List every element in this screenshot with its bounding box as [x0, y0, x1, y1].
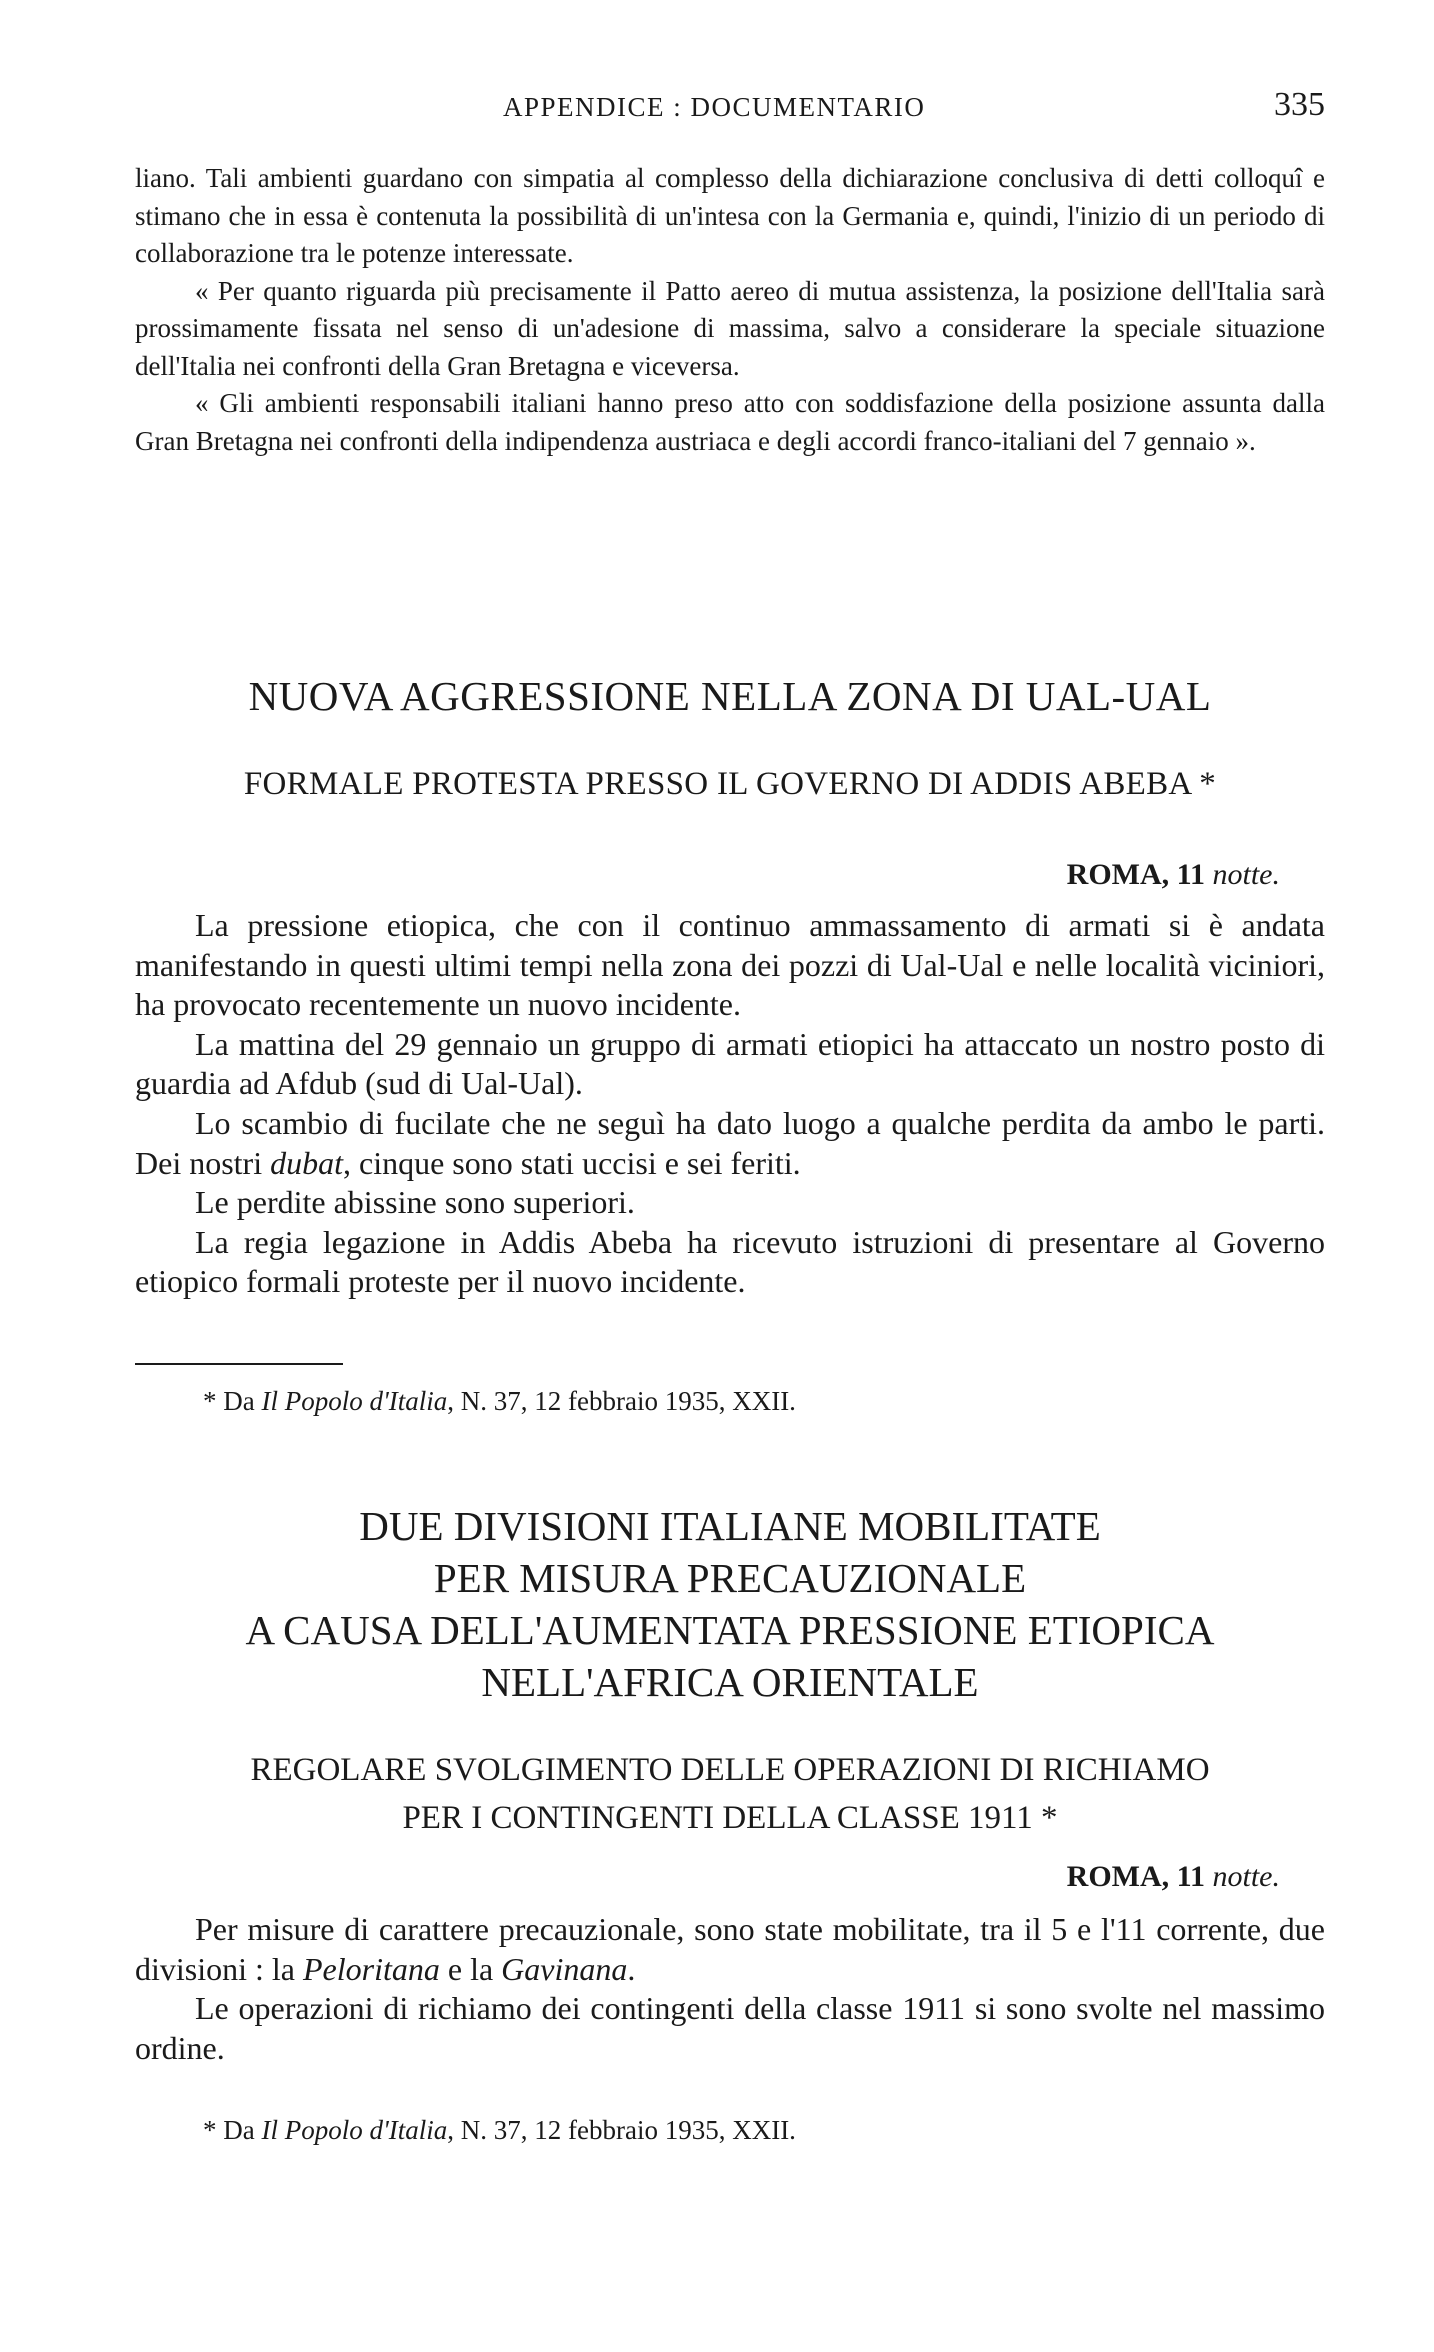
- subheadline-line: REGOLARE SVOLGIMENTO DELLE OPERAZIONI DI RICHIAMO: [250, 1752, 1210, 1788]
- subheadline-line: PER I CONTINGENTI DELLA CLASSE 1911 *: [402, 1800, 1058, 1836]
- dateline-place: ROMA, 11: [1066, 1860, 1205, 1893]
- paragraph: [135, 1910, 1325, 1989]
- article-body: [135, 1910, 1325, 2068]
- dateline: [1067, 1860, 1280, 1894]
- paragraph: La regia legazione in Addis Abeba ha ricevuto istruzioni di presentare al Governo etiopico formali proteste per il nuovo incidente.: [135, 1223, 1325, 1300]
- footnote: [203, 1386, 796, 1417]
- paragraph: La pressione etiopica, che con il continuo ammassamento di armati si è andata manifestando in questi ultimi tempi nella zona dei pozzi di Ual-Ual e nelle località viciniori, ha provocato recentemente un nuovo incidente.: [135, 907, 1325, 1023]
- continued-text: [135, 160, 1325, 460]
- headline-line: A CAUSA DELL'AUMENTATA PRESSIONE ETIOPICA: [245, 1607, 1215, 1653]
- paragraph: La mattina del 29 gennaio un gruppo di armati etiopici ha attaccato un nostro posto di guardia ad Afdub (sud di Ual-Ual).: [135, 1025, 1325, 1102]
- footnote-marker: * Da: [203, 1386, 262, 1416]
- running-title: APPENDICE : DOCUMENTARIO: [503, 92, 926, 122]
- footnote-source: Il Popolo d'Italia: [261, 1386, 448, 1416]
- paragraph: Le operazioni di richiamo dei contingenti della classe 1911 si sono svolte nel massimo ordine.: [135, 1990, 1325, 2066]
- dateline-place: ROMA, 11: [1066, 858, 1205, 891]
- footnote: [203, 2115, 796, 2146]
- dateline: [1067, 858, 1280, 892]
- article-headline: [135, 1500, 1325, 1708]
- paragraph: « Gli ambienti responsabili italiani hanno preso atto con soddisfazione della posizione assunta dalla Gran Bretagna nei confronti della indipendenza austriaca e degli accordi franco-italiani del 7 gennaio ».: [135, 388, 1325, 456]
- headline-line: NELL'AFRICA ORIENTALE: [481, 1659, 979, 1705]
- italic-term: Peloritana: [303, 1950, 440, 1987]
- running-header: [135, 86, 1325, 132]
- text-run: .: [627, 1950, 636, 1987]
- footnote-citation: , N. 37, 12 febbraio 1935, XXII.: [447, 1386, 796, 1416]
- footnote-rule: [135, 1363, 343, 1365]
- text-run: Lo scambio di fucilate che ne seguì ha dato luogo a qualche perdita da ambo le parti. Dei nostri: [135, 1104, 1325, 1181]
- dateline-time: notte.: [1212, 1860, 1280, 1893]
- italic-term: Gavinana: [501, 1950, 628, 1987]
- article-subheadline: FORMALE PROTESTA PRESSO IL GOVERNO DI ADDIS ABEBA *: [243, 766, 1217, 802]
- article-headline: NUOVA AGGRESSIONE NELLA ZONA DI UAL-UAL: [248, 673, 1212, 719]
- footnote-citation: , N. 37, 12 febbraio 1935, XXII.: [447, 2115, 796, 2145]
- headline-line: PER MISURA PRECAUZIONALE: [433, 1555, 1027, 1601]
- dateline-time: notte.: [1212, 858, 1280, 891]
- article-subheadline: [135, 1746, 1325, 1842]
- text-run: e la: [439, 1950, 502, 1987]
- paragraph: liano. Tali ambienti guardano con simpatia al complesso della dichiarazione conclusiva di detti colloquî e stimano che in essa è contenuta la possibilità di un'intesa con la Germania e, quindi, l'inizio di un periodo di collaborazione tra le potenze interessate.: [135, 163, 1325, 268]
- text-run: Per misure di carattere precauzionale, sono state mobilitate, tra il 5 e l'11 corrente, due divisioni : la: [135, 1911, 1325, 1987]
- text-run: , cinque sono stati uccisi e sei feriti.: [342, 1144, 801, 1181]
- footnote-marker: * Da: [203, 2115, 262, 2145]
- paragraph: [135, 1104, 1325, 1183]
- footnote-source: Il Popolo d'Italia: [261, 2115, 448, 2145]
- page-number: 335: [1274, 86, 1325, 123]
- headline-line: DUE DIVISIONI ITALIANE MOBILITATE: [359, 1503, 1101, 1549]
- article-body: [135, 906, 1325, 1302]
- paragraph: « Per quanto riguarda più precisamente il Patto aereo di mutua assistenza, la posizione dell'Italia sarà prossimamente fissata nel senso di un'adesione di massima, salvo a considerare la speciale situazione dell'Italia nei confronti della Gran Bretagna e viceversa.: [135, 275, 1325, 381]
- italic-term: dubat: [270, 1144, 343, 1181]
- paragraph: Le perdite abissine sono superiori.: [195, 1184, 635, 1221]
